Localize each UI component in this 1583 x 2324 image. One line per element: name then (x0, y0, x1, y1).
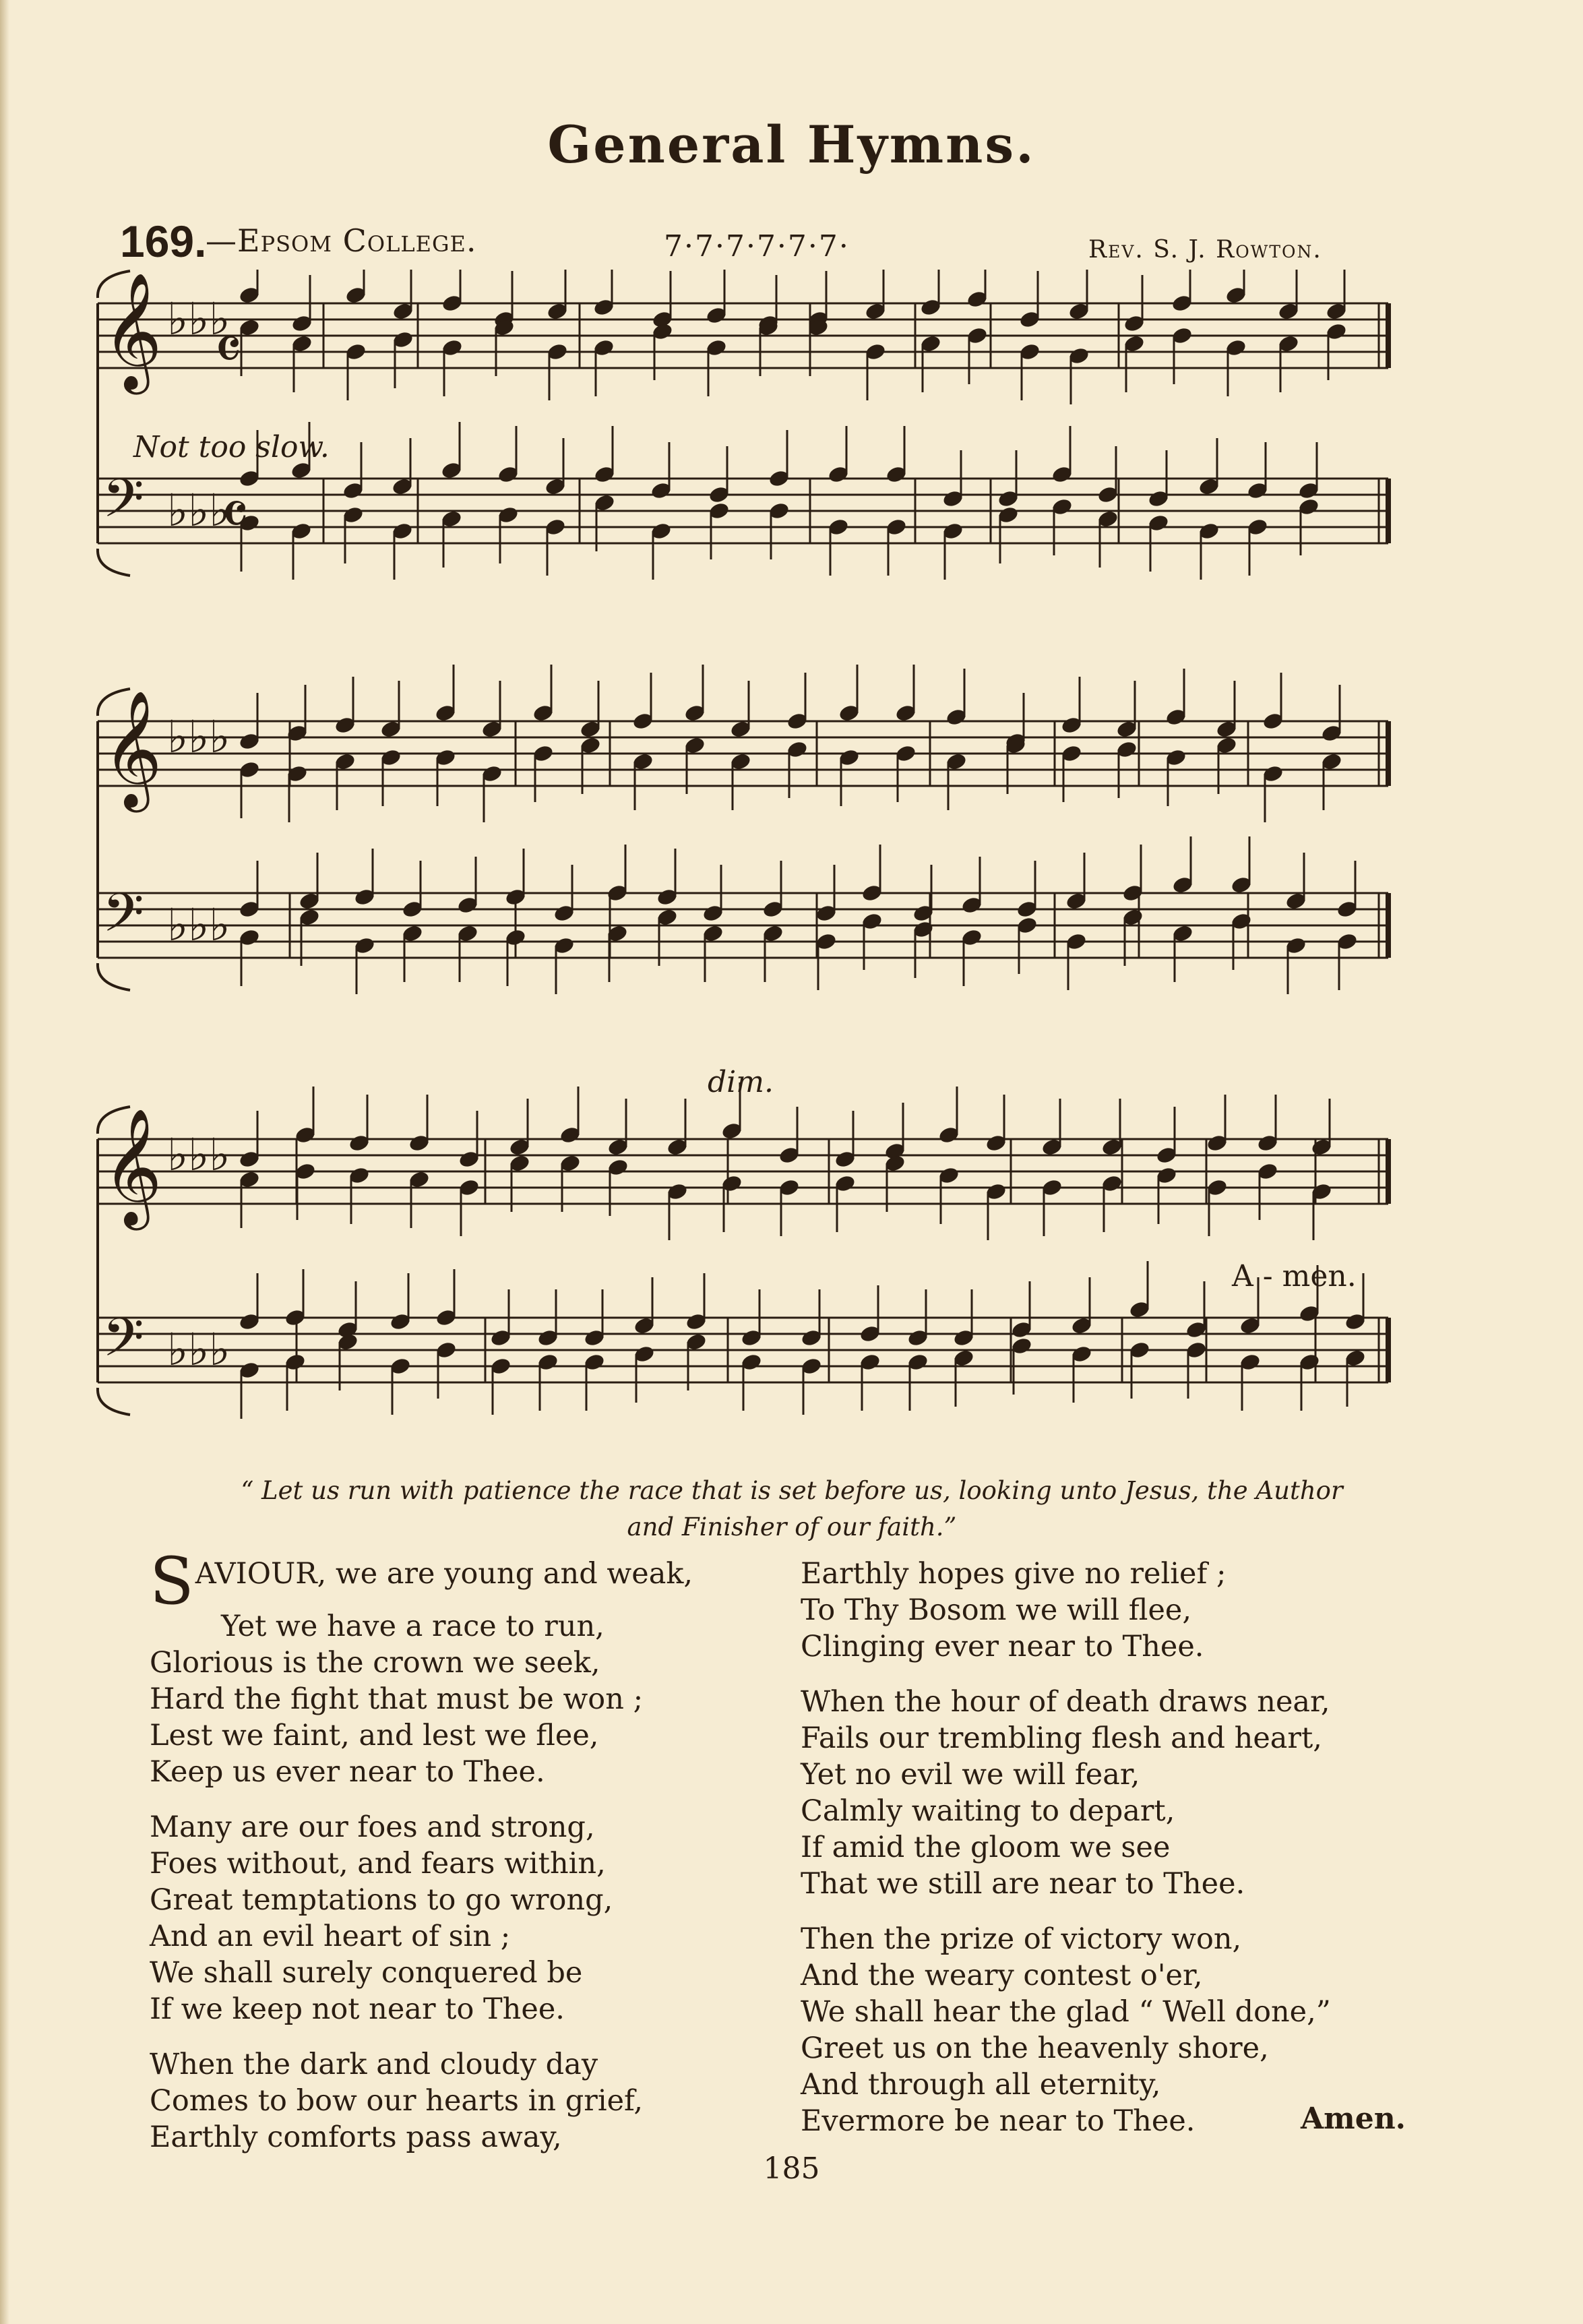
key-signature: ♭♭♭ (167, 899, 230, 951)
key-signature: ♭♭♭ (167, 1324, 230, 1376)
verse-line: Foes without, and fears within, (150, 1847, 606, 1880)
epigraph (155, 1473, 1429, 1546)
key-signature: ♭♭♭ (167, 293, 230, 345)
verse-line: We shall surely conquered be (150, 1956, 583, 1990)
clef-symbol: 𝄢 (102, 882, 144, 957)
key-signature: ♭♭♭ (167, 485, 230, 537)
clef-symbol: 𝄞 (102, 272, 162, 390)
time-signature: 𝄴 (214, 313, 243, 386)
hymn-author: Rev. S. J. Rowton. (1088, 236, 1322, 264)
section-title: General Hymns. (547, 115, 1036, 175)
hymn-number: 169. (120, 216, 207, 266)
verse-line (150, 1543, 797, 1619)
verse-line: If amid the gloom we see (801, 1831, 1171, 1864)
verse-line: If we keep not near to Thee. (150, 1992, 565, 2026)
brace-bottom (98, 549, 130, 576)
stanza-3-continued (801, 1556, 1448, 1665)
page-number: 185 (763, 2151, 820, 2186)
tune-name: —Epsom College. (206, 222, 477, 259)
verse-line: Earthly hopes give no relief ; (801, 1557, 1227, 1591)
hymn-meter: 7·7·7·7·7·7· (664, 229, 850, 264)
verses-left-column (150, 1543, 797, 2174)
verse-line: When the dark and cloudy day (150, 2048, 598, 2081)
verse-first-line: AVIOUR, we are young and weak, (195, 1557, 693, 1591)
clef-symbol: 𝄢 (102, 467, 144, 543)
verse-line: Yet no evil we will fear, (801, 1758, 1140, 1792)
brace-bottom (98, 1388, 130, 1415)
verse-line: Lest we faint, and lest we flee, (150, 1719, 599, 1752)
stanza-4 (801, 1684, 1448, 1902)
clef-symbol: 𝄢 (102, 1306, 144, 1382)
key-signature: ♭♭♭ (167, 711, 230, 763)
verse-line: Then the prize of victory won, (801, 1922, 1242, 1956)
drop-cap: S (150, 1543, 194, 1619)
dynamic-marking: dim. (708, 1065, 774, 1099)
clef-symbol: 𝄞 (102, 1108, 162, 1225)
verse-line: Clinging ever near to Thee. (801, 1630, 1204, 1663)
epigraph-line: and Finisher of our faith.” (627, 1512, 957, 1541)
verse-line: We shall hear the glad “ Well done,” (801, 1995, 1331, 2029)
stanza-3 (150, 2046, 797, 2155)
epigraph-line: “ Let us run with patience the race that is set before us, looking unto Jesus, the Author (241, 1476, 1343, 1505)
stanza-1 (150, 1543, 797, 1790)
key-signature: ♭♭♭ (167, 1129, 230, 1181)
amen-lyric: A - men. (1232, 1259, 1357, 1293)
brace-bottom (98, 963, 130, 990)
verse-line: Hard the fight that must be won ; (150, 1682, 644, 1716)
verse-line: Comes to bow our hearts in grief, (150, 2084, 644, 2118)
page-edge (0, 0, 9, 2324)
verse-line: Yet we have a race to run, (221, 1610, 604, 1643)
verse-line: To Thy Bosom we will flee, (801, 1593, 1192, 1627)
tempo-marking: Not too slow. (133, 430, 330, 464)
verse-line: And the weary contest o'er, (801, 1959, 1203, 1992)
amen-text: Amen. (1301, 2102, 1406, 2136)
stanza-2 (150, 1809, 797, 2027)
clef-symbol: 𝄞 (102, 690, 162, 807)
verse-line: That we still are near to Thee. (801, 1867, 1245, 1901)
verse-line: And an evil heart of sin ; (150, 1920, 511, 1953)
verse-line: When the hour of death draws near, (801, 1685, 1330, 1719)
verse-line: Glorious is the crown we seek, (150, 1646, 600, 1680)
verse-line: Many are our foes and strong, (150, 1810, 595, 1844)
verse-line: Evermore be near to Thee. (801, 2104, 1196, 2138)
verse-line: Fails our trembling flesh and heart, (801, 1721, 1322, 1755)
verse-line: Keep us ever near to Thee. (150, 1755, 545, 1789)
time-signature: 𝄴 (221, 479, 249, 551)
verses-right-column (801, 1556, 1448, 2158)
verse-line: Calmly waiting to depart, (801, 1794, 1175, 1828)
verse-line: Great temptations to go wrong, (150, 1883, 613, 1917)
verse-line: And through all eternity, (801, 2068, 1161, 2102)
verse-line: Earthly comforts pass away, (150, 2120, 562, 2154)
verse-line: Greet us on the heavenly shore, (801, 2031, 1269, 2065)
